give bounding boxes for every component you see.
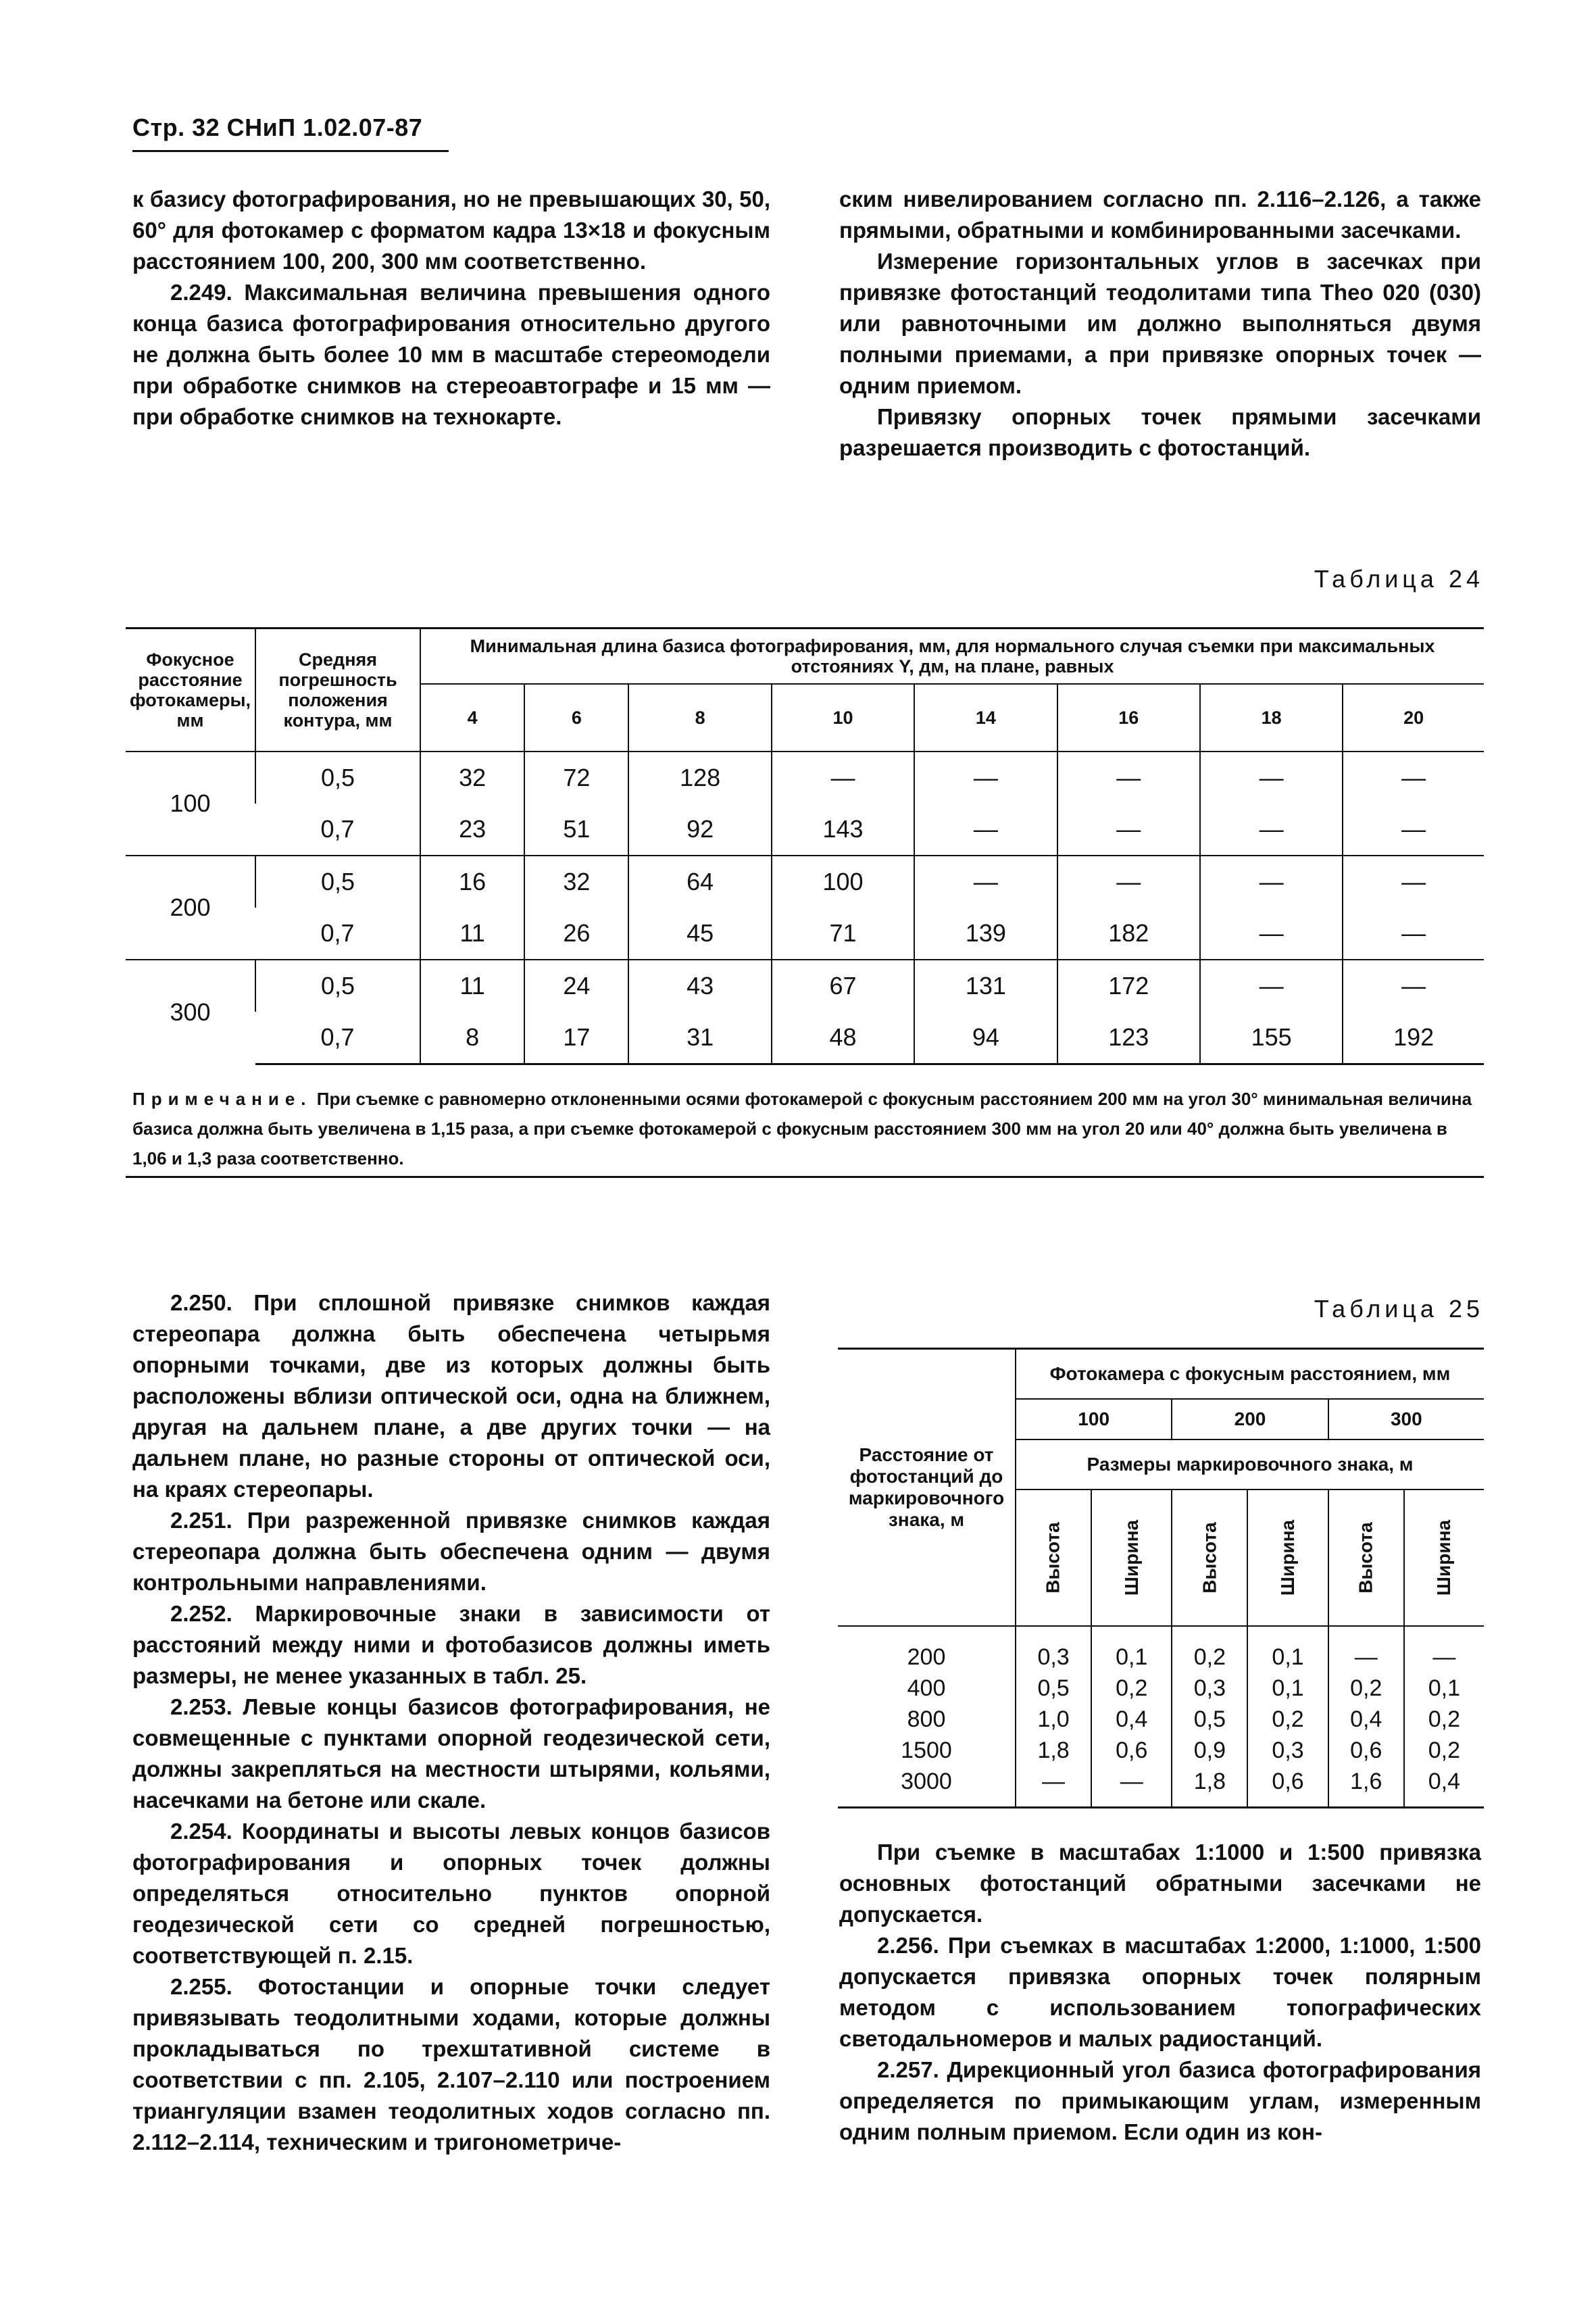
error-cell: 0,5 bbox=[255, 960, 420, 1012]
table-row bbox=[126, 908, 1484, 960]
value-cell: — bbox=[1343, 960, 1484, 1012]
header-rule bbox=[132, 150, 449, 152]
focal-cell: 300 bbox=[126, 960, 255, 1064]
error-cell: 0,7 bbox=[320, 919, 355, 947]
table-row bbox=[126, 1012, 1484, 1064]
focal-header: 200 bbox=[1172, 1399, 1328, 1439]
value-cell: — bbox=[1343, 804, 1484, 856]
paragraph: Измерение горизонтальных углов в засечках при привязке фотостанций теодолитами типа Theo 020 (030) или равноточными им должно выполняться двумя полными приемами, а при привязке опорных точек — одним приемом. bbox=[839, 249, 1481, 398]
value-cell: 11 bbox=[420, 960, 524, 1012]
clause-number: 2.257. bbox=[877, 2057, 939, 2082]
size-subheader-label: Высота bbox=[1199, 1522, 1220, 1594]
value-cell: 24 bbox=[524, 960, 628, 1012]
value-cell: 1,0 bbox=[1016, 1704, 1091, 1735]
note-rule bbox=[126, 1176, 1484, 1178]
table-row bbox=[126, 752, 1484, 804]
distance-cell: 400 bbox=[907, 1675, 946, 1701]
error-cell: 0,5 bbox=[255, 752, 420, 804]
clause-text: Координаты и высоты левых концов базисов фотографирования и опорных точек должны определяться относительно пунктов опорной геодезической сети со средней погрешностью, соответствующей п. 2.15. bbox=[132, 1819, 770, 1968]
value-cell: 64 bbox=[628, 856, 771, 908]
value-cell: 45 bbox=[628, 908, 771, 960]
table-24 bbox=[126, 627, 1484, 1065]
value-cell: 131 bbox=[914, 960, 1057, 1012]
value-cell: 0,4 bbox=[1091, 1704, 1172, 1735]
distance-header: 16 bbox=[1057, 684, 1200, 752]
header-sizes: Размеры маркировочного знака, м bbox=[1016, 1439, 1484, 1490]
value-cell: 1,8 bbox=[1016, 1735, 1091, 1766]
value-cell: 71 bbox=[772, 908, 914, 960]
table-row bbox=[126, 856, 1484, 908]
paragraph-2-250 bbox=[132, 1287, 770, 1505]
size-subheader-label: Высота bbox=[1043, 1522, 1064, 1594]
value-cell: 0,6 bbox=[1091, 1735, 1172, 1766]
distance-cell: 800 bbox=[907, 1706, 946, 1732]
value-cell: — bbox=[1200, 960, 1343, 1012]
table-24-caption: Таблица 24 bbox=[1314, 565, 1484, 593]
paragraph: ским нивелированием согласно пп. 2.116–2.126, а также прямыми, обратными и комбинированными засечками. bbox=[839, 187, 1481, 243]
value-cell: 0,4 bbox=[1404, 1766, 1484, 1808]
clause-number: 2.255. bbox=[170, 1974, 232, 1999]
header-error: Средняя погрешность положения контура, мм bbox=[255, 629, 420, 752]
value-cell: 0,1 bbox=[1247, 1673, 1328, 1704]
value-cell: 23 bbox=[420, 804, 524, 856]
value-cell: 0,3 bbox=[1172, 1673, 1247, 1704]
value-cell: 32 bbox=[524, 856, 628, 908]
clause-number: 2.253. bbox=[170, 1694, 232, 1719]
clause-text: При съемках в масштабах 1:2000, 1:1000, 1:500 допускается привязка опорных точек полярным методом с использованием топографических светодальномеров и малых радиостанций. bbox=[839, 1933, 1481, 2051]
paragraph-2-257 bbox=[839, 2054, 1481, 2148]
paragraph-2-255 bbox=[132, 1971, 770, 2158]
distance-header: 14 bbox=[914, 684, 1057, 752]
top-left-column bbox=[132, 184, 770, 433]
value-cell: 72 bbox=[524, 752, 628, 804]
value-cell: 0,2 bbox=[1328, 1673, 1404, 1704]
value-cell: — bbox=[1328, 1626, 1404, 1673]
value-cell: — bbox=[772, 752, 914, 804]
distance-header: 4 bbox=[420, 684, 524, 752]
value-cell: 0,1 bbox=[1404, 1673, 1484, 1704]
value-cell: — bbox=[1200, 804, 1343, 856]
value-cell: 139 bbox=[914, 908, 1057, 960]
paragraph-2-253 bbox=[132, 1692, 770, 1816]
value-cell: 0,5 bbox=[1172, 1704, 1247, 1735]
table-25-caption: Таблица 25 bbox=[1314, 1295, 1484, 1323]
value-cell: 0,2 bbox=[1404, 1735, 1484, 1766]
value-cell: 0,5 bbox=[1016, 1673, 1091, 1704]
clause-text: Дирекционный угол базиса фотографирования определяется по примыкающим углам, измеренным одним полным приемом. Если один из кон- bbox=[839, 2057, 1481, 2144]
value-cell: 172 bbox=[1057, 960, 1200, 1012]
size-subheader-label: Ширина bbox=[1120, 1519, 1142, 1596]
value-cell: 67 bbox=[772, 960, 914, 1012]
error-cell: 0,5 bbox=[255, 856, 420, 908]
value-cell: 182 bbox=[1057, 908, 1200, 960]
table-row bbox=[838, 1704, 1484, 1735]
header-focal: Фокусное расстояние фотокамеры, мм bbox=[126, 629, 255, 752]
value-cell: — bbox=[914, 856, 1057, 908]
value-cell: 0,2 bbox=[1091, 1673, 1172, 1704]
value-cell: 8 bbox=[420, 1012, 524, 1064]
value-cell: 0,4 bbox=[1328, 1704, 1404, 1735]
distance-header: 8 bbox=[628, 684, 771, 752]
value-cell: 92 bbox=[628, 804, 771, 856]
value-cell: 192 bbox=[1343, 1012, 1484, 1064]
value-cell: 100 bbox=[772, 856, 914, 908]
paragraph-2-256 bbox=[839, 1930, 1481, 2054]
distance-cell: 3000 bbox=[838, 1766, 1016, 1808]
note-label: Примечание. bbox=[132, 1089, 312, 1109]
value-cell: — bbox=[1057, 856, 1200, 908]
value-cell: 143 bbox=[772, 804, 914, 856]
value-cell: — bbox=[1057, 752, 1200, 804]
clause-number: 2.256. bbox=[877, 1933, 939, 1958]
paragraph-2-249 bbox=[132, 277, 770, 433]
value-cell: 32 bbox=[420, 752, 524, 804]
top-right-column bbox=[839, 184, 1481, 464]
value-cell: — bbox=[1404, 1626, 1484, 1673]
error-cell: 0,7 bbox=[320, 815, 355, 843]
value-cell: 26 bbox=[524, 908, 628, 960]
value-cell: 31 bbox=[628, 1012, 771, 1064]
value-cell: — bbox=[1200, 752, 1343, 804]
paragraph-2-254 bbox=[132, 1816, 770, 1971]
table-row bbox=[126, 804, 1484, 856]
header-min-base: Минимальная длина базиса фотографирования, мм, для нормального случая съемки при максимальных отстояниях Y, дм, на плане, равных bbox=[420, 629, 1484, 685]
note-text: При съемке с равномерно отклоненными осями фотокамерой с фокусным расстоянием 200 мм на угол 30° минимальная величина базиса должна быть увеличена в 1,15 раза, а при съемке фотокамерой с фокусным расстоянием 300 мм на угол 20 или 40° должна быть увеличена в 1,06 и 1,3 раза соответственно. bbox=[132, 1089, 1472, 1168]
value-cell: — bbox=[1057, 804, 1200, 856]
clause-text: При сплошной привязке снимков каждая стереопара должна быть обеспечена четырьмя опорными точками, две из которых должны быть расположены вблизи оптической оси, одна на ближнем, другая на дальнем плане, а две других точки — на дальнем плане, но разные стороны от оптической оси, на краях стереопары. bbox=[132, 1290, 770, 1502]
clause-number: 2.252. bbox=[170, 1601, 232, 1626]
size-subheader-label: Высота bbox=[1355, 1522, 1376, 1594]
paragraph-2-251 bbox=[132, 1505, 770, 1598]
value-cell: 0,1 bbox=[1091, 1626, 1172, 1673]
value-cell: 1,8 bbox=[1172, 1766, 1247, 1808]
value-cell: — bbox=[1343, 752, 1484, 804]
value-cell: 155 bbox=[1200, 1012, 1343, 1064]
page-header: Стр. 32 СНиП 1.02.07-87 bbox=[132, 114, 423, 141]
clause-text: Левые концы базисов фотографирования, не совмещенные с пунктами опорной геодезической сети, должны закрепляться на местности штырями, кольями, насечками на бетоне или скале. bbox=[132, 1694, 770, 1813]
header-distance: Расстояние от фотостанций до маркировочного знака, м bbox=[838, 1349, 1016, 1627]
value-cell: — bbox=[1200, 908, 1343, 960]
table-25 bbox=[838, 1348, 1484, 1808]
distance-header: 18 bbox=[1200, 684, 1343, 752]
table-row bbox=[838, 1766, 1484, 1808]
size-subheader-label: Ширина bbox=[1433, 1519, 1455, 1596]
table-row bbox=[838, 1735, 1484, 1766]
distance-cell: 1500 bbox=[901, 1738, 952, 1763]
size-subheader bbox=[1247, 1490, 1328, 1626]
distance-header: 10 bbox=[772, 684, 914, 752]
value-cell: 0,6 bbox=[1328, 1735, 1404, 1766]
table-24-note bbox=[132, 1084, 1484, 1173]
paragraph: к базису фотографирования, но не превышающих 30, 50, 60° для фотокамер с форматом кадра 13×18 и фокусным расстоянием 100, 200, 300 мм соответственно. bbox=[132, 187, 770, 274]
size-subheader-label: Ширина bbox=[1277, 1519, 1299, 1596]
value-cell: 0,6 bbox=[1247, 1766, 1328, 1808]
value-cell: 1,6 bbox=[1328, 1766, 1404, 1808]
size-subheader bbox=[1328, 1490, 1404, 1626]
value-cell: 94 bbox=[914, 1012, 1057, 1064]
bottom-left-column bbox=[132, 1287, 770, 2158]
table-row bbox=[838, 1626, 1484, 1673]
value-cell: — bbox=[1343, 908, 1484, 960]
clause-number: 2.251. bbox=[170, 1508, 232, 1533]
focal-cell: 200 bbox=[126, 856, 255, 960]
value-cell: 0,3 bbox=[1016, 1626, 1091, 1673]
clause-text: При разреженной привязке снимков каждая стереопара должна быть обеспечена одним — двумя контрольными направлениями. bbox=[132, 1508, 770, 1595]
value-cell: 0,3 bbox=[1247, 1735, 1328, 1766]
value-cell: 123 bbox=[1057, 1012, 1200, 1064]
distance-cell: 200 bbox=[907, 1644, 946, 1670]
value-cell: — bbox=[914, 752, 1057, 804]
value-cell: 128 bbox=[628, 752, 771, 804]
clause-text: Фотостанции и опорные точки следует привязывать теодолитными ходами, которые должны прокладываться по трехштативной системе в соответствии с пп. 2.105, 2.107–2.110 или построением триангуляции взамен теодолитных ходов согласно пп. 2.112–2.114, техническим и тригонометриче- bbox=[132, 1974, 770, 2155]
value-cell: 0,1 bbox=[1247, 1626, 1328, 1673]
clause-text: Максимальная величина превышения одного конца базиса фотографирования относительно другого не должна быть более 10 мм в масштабе стереомодели при обработке снимков на стереоавтографе и 15 мм — при обработке снимков на технокарте. bbox=[132, 280, 770, 429]
table-row bbox=[838, 1673, 1484, 1704]
value-cell: 17 bbox=[524, 1012, 628, 1064]
size-subheader bbox=[1404, 1490, 1484, 1626]
size-subheader bbox=[1016, 1490, 1091, 1626]
focal-header: 300 bbox=[1328, 1399, 1484, 1439]
value-cell: — bbox=[1343, 856, 1484, 908]
bottom-right-column bbox=[839, 1837, 1481, 2148]
value-cell: 0,2 bbox=[1404, 1704, 1484, 1735]
value-cell: 51 bbox=[524, 804, 628, 856]
clause-number: 2.254. bbox=[170, 1819, 232, 1844]
value-cell: 43 bbox=[628, 960, 771, 1012]
value-cell: — bbox=[914, 804, 1057, 856]
clause-text: Маркировочные знаки в зависимости от расстояний между ними и фотобазисов должны иметь размеры, не менее указанных в табл. 25. bbox=[132, 1601, 770, 1688]
value-cell: 0,9 bbox=[1172, 1735, 1247, 1766]
value-cell: 11 bbox=[420, 908, 524, 960]
value-cell: 0,2 bbox=[1247, 1704, 1328, 1735]
paragraph: При съемке в масштабах 1:1000 и 1:500 привязка основных фотостанций обратными засечками не допускается. bbox=[839, 1840, 1481, 1927]
focal-cell: 100 bbox=[126, 752, 255, 856]
value-cell: 16 bbox=[420, 856, 524, 908]
paragraph-2-252 bbox=[132, 1598, 770, 1692]
distance-header: 6 bbox=[524, 684, 628, 752]
size-subheader bbox=[1172, 1490, 1247, 1626]
clause-number: 2.250. bbox=[170, 1290, 232, 1315]
header-camera: Фотокамера с фокусным расстоянием, мм bbox=[1016, 1349, 1484, 1400]
value-cell: — bbox=[1016, 1766, 1091, 1808]
value-cell: — bbox=[1200, 856, 1343, 908]
table-row bbox=[126, 960, 1484, 1012]
clause-number: 2.249. bbox=[170, 280, 232, 305]
distance-header: 20 bbox=[1343, 684, 1484, 752]
error-cell: 0,7 bbox=[255, 1012, 420, 1064]
value-cell: — bbox=[1091, 1766, 1172, 1808]
value-cell: 0,2 bbox=[1172, 1626, 1247, 1673]
value-cell: 48 bbox=[772, 1012, 914, 1064]
paragraph: Привязку опорных точек прямыми засечками разрешается производить с фотостанций. bbox=[839, 404, 1481, 460]
focal-header: 100 bbox=[1016, 1399, 1172, 1439]
size-subheader bbox=[1091, 1490, 1172, 1626]
